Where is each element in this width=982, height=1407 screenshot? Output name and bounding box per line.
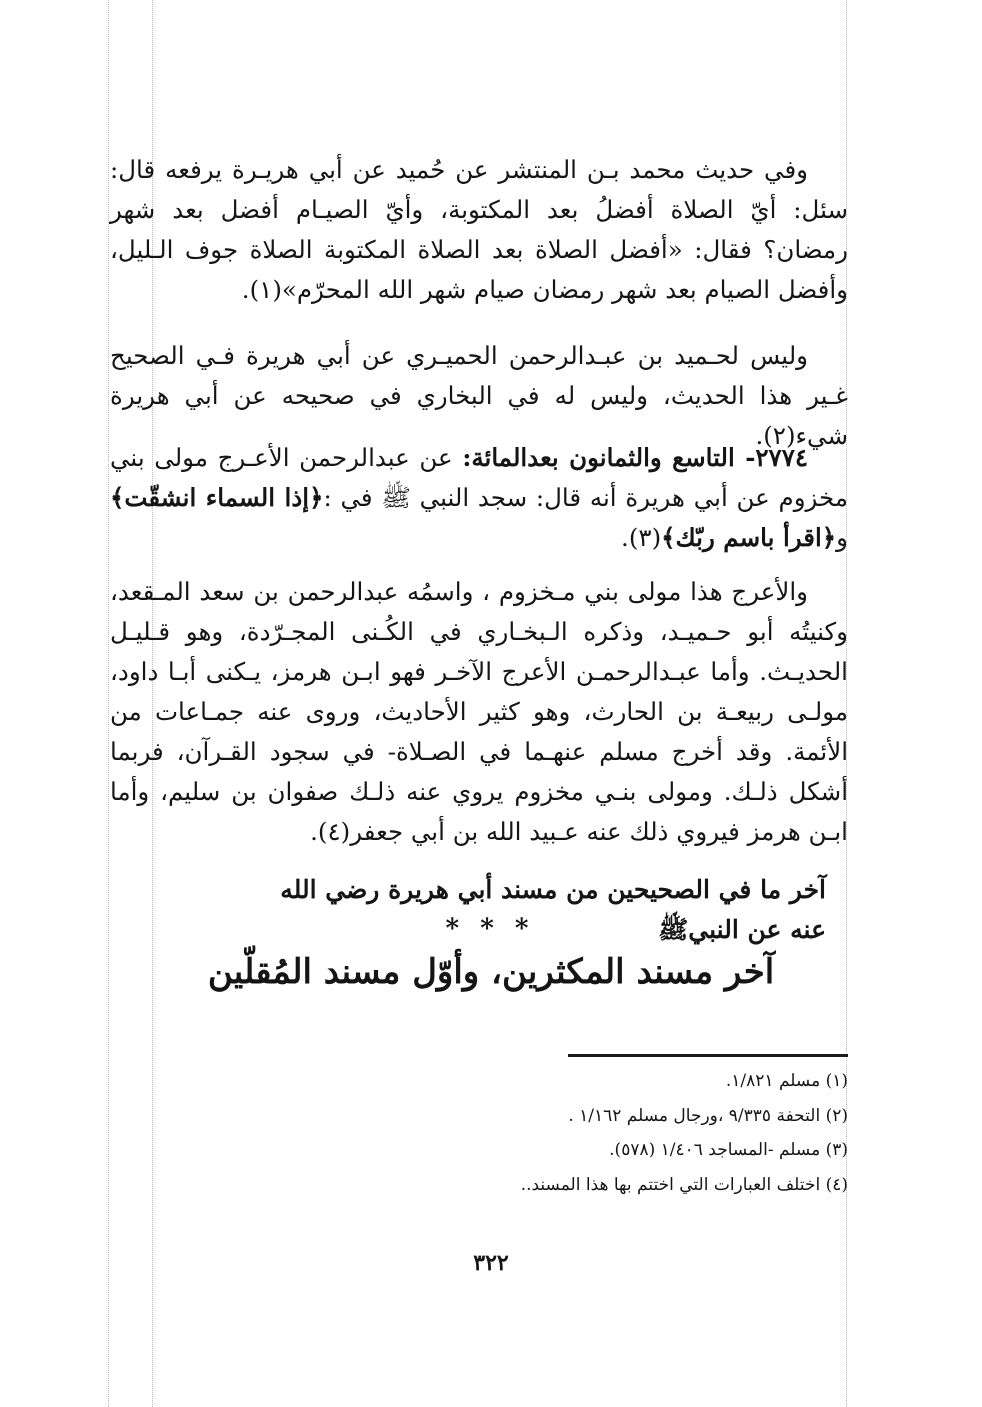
footnote-item: (٣) مسلم -المساجد ١/٤٠٦ (٥٧٨). [609, 1140, 848, 1160]
page-number: ٣٢٢ [473, 1250, 509, 1276]
footnotes [328, 1064, 848, 1202]
hadith-entry-2774 [110, 438, 848, 558]
conjunction: و [836, 523, 848, 552]
paragraph-hadith-ibn-muntashir [110, 150, 848, 310]
scan-artifact-line [108, 0, 109, 1407]
entry-body: عن عبدالرحمن الأعـرج مولى بني مخزوم عن أبي هريرة أنه قال: سجد النبي ﷺ في : [110, 443, 848, 512]
quran-quote: ﴿اقرأ باسم ربّك﴾ [661, 523, 837, 552]
closing-statement: آخر ما في الصحيحين من مسند أبي هريرة رضي الله عنه عن النبيﷺ [280, 875, 826, 944]
footnote-ref: (٣). [621, 523, 662, 552]
footnote-item: (٢) التحفة ٩/٣٣٥ ،ورجال مسلم ١/١٦٢ . [568, 1105, 848, 1126]
footnote-item: (١) مسلم ١/٨٢١. [725, 1071, 848, 1091]
footnote-divider [568, 1054, 848, 1057]
paragraph-text: وفي حديث محمد بـن المنتشر عن حُميد عن أبي هريـرة يرفعه قال: سئل: أيّ الصلاة أفضلُ بعد المكتوبة، وأيّ الصيـام أفضل بعد شهر رمضان؟ فقال: «أفضل الصلاة بعد الصلاة المكتوبة الصلاة جوف الـليل، وأفضل الصيام بعد شهر رمضان صيام شهر الله المحرّم»(١). [110, 155, 848, 304]
paragraph-text: وليس لحـميد بن عبـدالرحمن الحميـري عن أبي هريرة فـي الصحيح غـير هذا الحديث، وليس له في البخاري في صحيحه عن أبي هريرة شيء(٢). [110, 341, 848, 450]
paragraph-al-araj-note [110, 572, 848, 852]
entry-text [110, 438, 848, 558]
separator-stars: * * * [445, 914, 535, 944]
quran-quote: ﴿إذا السماء انشقّت﴾ [110, 483, 324, 512]
section-heading: آخر مسند المكثرين، وأوّل مسند المُقلّين [207, 952, 775, 992]
footnote-item: (٤) اختلف العبارات التي اختتم بها هذا المسند.. [520, 1174, 848, 1195]
paragraph-text: والأعرج هذا مولى بني مـخزوم ، واسمُه عبدالرحمن بن سعد المـقعد، وكنيتُه أبو حـميـد، وذكره الـبخـاري في الكُـنى المجـرّدة، وهو قـليـل الحديـث. وأما عبـدالرحمـن الأعرج الآخـر فهو ابـن هرمز، يـكنى أبـا داود، مولـى ربيعـة بن الحارث، وهو كثير الأحاديث، وروى عنه جمـاعات من الأئمة. وقد أخرج مسلم عنهـما في الصـلاة- في سجود القـرآن، فربما أشكل ذلـك. ومولى بنـي مخزوم يروي عنه ذلـك صفوان بن سليم، وأما ابـن هرمز فيروي ذلك عنه عـبيد الله بن أبي جعفر(٤). [110, 577, 848, 846]
entry-number-heading: ٢٧٧٤- التاسع والثمانون بعدالمائة: [462, 443, 809, 472]
